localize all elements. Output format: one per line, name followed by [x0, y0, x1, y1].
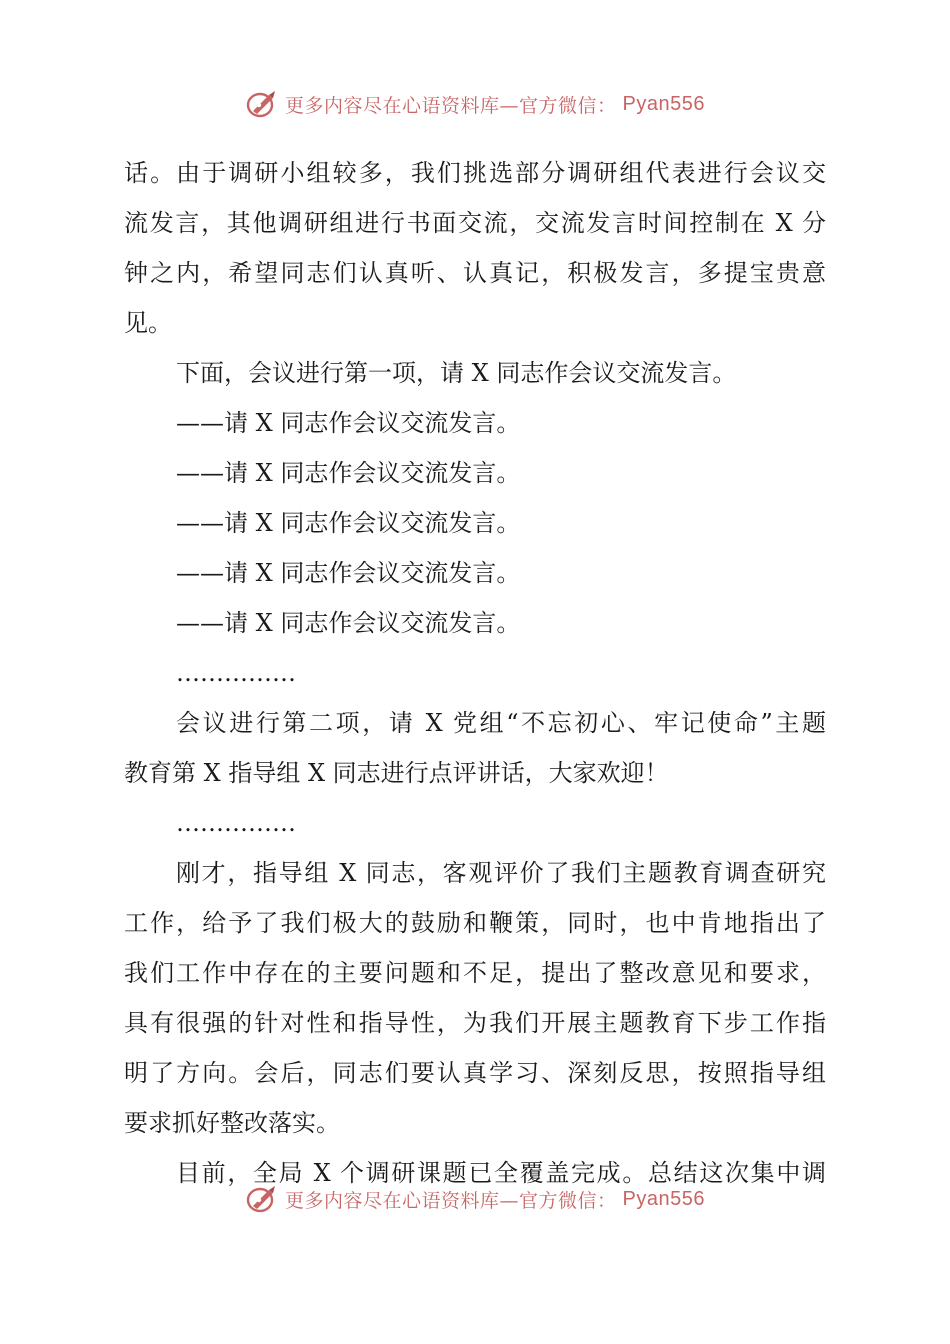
- paragraph-line: 会议进行第二项，请 X 党组“不忘初心、牢记使命”主题: [176, 709, 826, 737]
- speaker-item: ——请 X 同志作会议交流发言。: [176, 409, 521, 437]
- watermark-header: [0, 84, 950, 124]
- paragraph-line: 目前，全局 X 个调研课题已全覆盖完成。总结这次集中调: [176, 1159, 826, 1187]
- speaker-item: ——请 X 同志作会议交流发言。: [176, 559, 521, 587]
- paragraph-line: 明了方向。会后，同志们要认真学习、深刻反思，按照指导组: [124, 1059, 826, 1087]
- speaker-item: ——请 X 同志作会议交流发言。: [176, 609, 521, 637]
- watermark-wechat-id: Pyan556: [622, 92, 705, 115]
- watermark-footer: [0, 1176, 950, 1220]
- speaker-item: ——请 X 同志作会议交流发言。: [176, 459, 521, 487]
- watermark-text: 更多内容尽在心语资料库—官方微信：: [285, 94, 617, 117]
- watermark-wechat-id: Pyan556: [622, 1187, 705, 1210]
- paragraph-line: 见。: [124, 309, 172, 337]
- paragraph-line: 具有很强的针对性和指导性，为我们开展主题教育下步工作指: [124, 1009, 826, 1037]
- paragraph-line: 我们工作中存在的主要问题和不足，提出了整改意见和要求，: [124, 959, 826, 987]
- paragraph-line: 教育第 X 指导组 X 同志进行点评讲话，大家欢迎！: [124, 759, 669, 787]
- watermark-text: 更多内容尽在心语资料库—官方微信：: [285, 1189, 617, 1212]
- ellipsis-line: ……………: [176, 809, 296, 837]
- ellipsis-line: ……………: [176, 659, 296, 687]
- paragraph-line: 刚才，指导组 X 同志，客观评价了我们主题教育调查研究: [176, 859, 826, 887]
- paragraph-line: 钟之内，希望同志们认真听、认真记，积极发言，多提宝贵意: [124, 259, 826, 287]
- paragraph-line: 流发言，其他调研组进行书面交流，交流发言时间控制在 X 分: [124, 209, 826, 237]
- paragraph-line: 话。由于调研小组较多，我们挑选部分调研组代表进行会议交: [124, 159, 826, 187]
- pen-logo-icon: [245, 1184, 279, 1214]
- paragraph-line: 要求抓好整改落实。: [124, 1109, 340, 1137]
- paragraph-line: 下面，会议进行第一项，请 X 同志作会议交流发言。: [176, 359, 737, 387]
- pen-logo-icon: [245, 89, 279, 119]
- paragraph-line: 工作，给予了我们极大的鼓励和鞭策，同时，也中肯地指出了: [124, 909, 826, 937]
- document-body: [124, 148, 826, 1198]
- speaker-item: ——请 X 同志作会议交流发言。: [176, 509, 521, 537]
